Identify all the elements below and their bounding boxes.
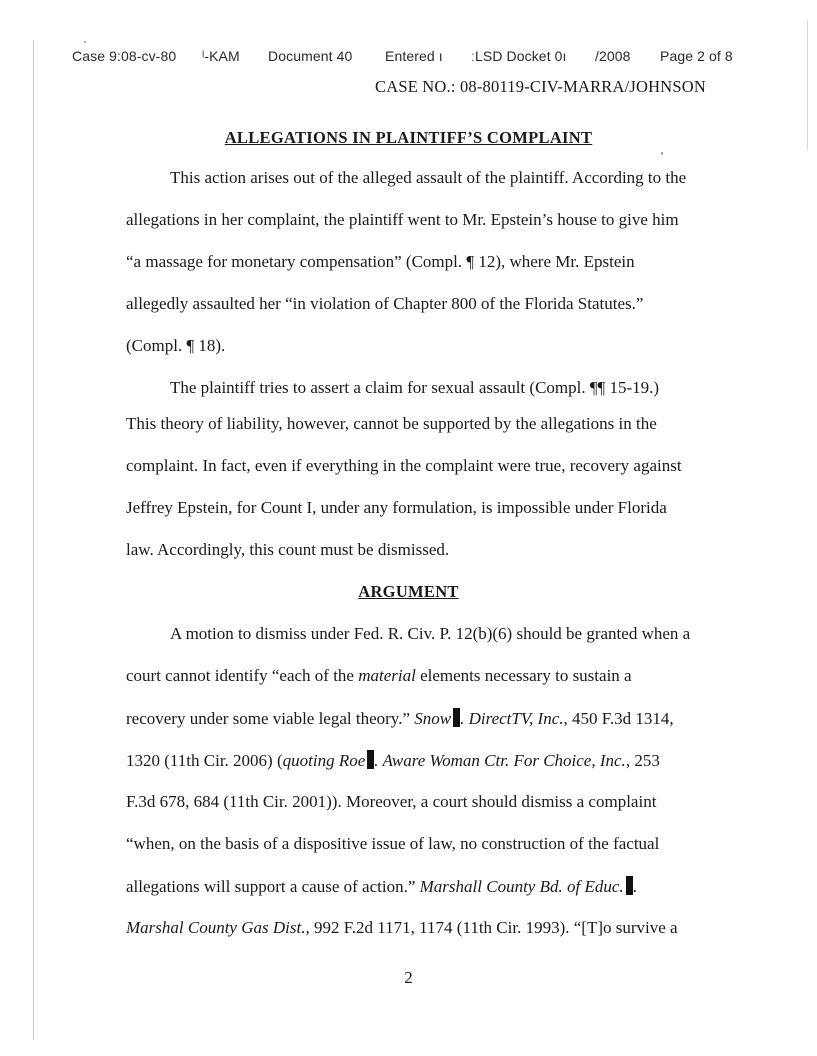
case-number: CASE NO.: 08-80119-CIV-MARRA/JOHNSON (375, 77, 706, 96)
text-run: . (632, 877, 637, 896)
text-run: , 992 F.2d 1171, 1174 (11th Cir. 1993). “[T]o survive a (305, 918, 678, 937)
page-number: 2 (404, 968, 413, 987)
header-document: Document 40 (268, 48, 353, 64)
scan-speck (661, 152, 663, 155)
paragraph-line: allegedly assaulted her “in violation of Chapter 800 of the Florida Statutes.” (126, 294, 644, 313)
text-run: court cannot identify “each of the (126, 666, 359, 685)
header-docket: ːLSD Docket 0ı (471, 48, 567, 64)
paragraph-line: allegations in her complaint, the plaintiff went to Mr. Epstein’s house to give him (126, 210, 679, 229)
paragraph-line: complaint. In fact, even if everything in the complaint were true, recovery against (126, 456, 682, 475)
text-run: 1320 (11th Cir. 2006) ( (126, 751, 283, 770)
paragraph-line: This action arises out of the alleged assault of the plaintiff. According to the (170, 168, 687, 187)
italic-run: Marshal County Gas Dist. (126, 918, 306, 937)
paragraph-line (126, 750, 716, 771)
text-run: , 253 (625, 751, 660, 770)
header-case-ref: Case 9:08-cv-80 (72, 48, 177, 64)
redaction-mark (626, 876, 633, 895)
paragraph-line: law. Accordingly, this count must be dismissed. (126, 540, 450, 559)
header-entered: Entered ı (385, 48, 443, 64)
italic-run: material (358, 666, 416, 685)
paragraph-line (126, 876, 716, 897)
text-run: , 450 F.3d 1314, (563, 709, 674, 728)
paragraph-line: This theory of liability, however, cannot be supported by the allegations in the (126, 414, 657, 433)
paragraph-line (126, 918, 716, 938)
paragraph-line: “when, on the basis of a dispositive issue of law, no construction of the factual (126, 834, 660, 853)
italic-run: . DirectTV, Inc. (460, 709, 564, 728)
italic-run: quoting Roe (282, 751, 366, 770)
text-run: recovery under some viable legal theory.” (126, 709, 415, 728)
text-run: elements necessary to sustain a (415, 666, 632, 685)
section-heading-argument: ARGUMENT (358, 582, 459, 601)
paragraph-line: The plaintiff tries to assert a claim for sexual assault (Compl. ¶¶ 15-19.) (170, 378, 660, 397)
section-heading-allegations: ALLEGATIONS IN PLAINTIFF’S COMPLAINT (224, 128, 593, 147)
paragraph-line (126, 666, 716, 686)
header-date: /2008 (595, 48, 631, 64)
scan-edge-left (33, 40, 34, 1040)
text-run: allegations will support a cause of action.” (126, 877, 420, 896)
scan-speck (84, 41, 86, 43)
paragraph-line: “a massage for monetary compensation” (Compl. ¶ 12), where Mr. Epstein (126, 252, 635, 271)
paragraph-line: F.3d 678, 684 (11th Cir. 2001)). Moreover, a court should dismiss a complaint (126, 792, 657, 811)
italic-run: Marshall County Bd. of Educ. (419, 877, 624, 896)
italic-run: . Aware Woman Ctr. For Choice, Inc. (374, 751, 626, 770)
italic-run: Snow (414, 709, 452, 728)
paragraph-line: (Compl. ¶ 18). (126, 336, 226, 355)
paragraph-line: Jeffrey Epstein, for Count I, under any formulation, is impossible under Florida (126, 498, 667, 517)
header-page-label: Page 2 of 8 (660, 48, 733, 64)
header-kam: ˡ-KAM (202, 48, 240, 64)
paragraph-line: A motion to dismiss under Fed. R. Civ. P. 12(b)(6) should be granted when a (170, 624, 691, 643)
paragraph-line (126, 708, 716, 729)
